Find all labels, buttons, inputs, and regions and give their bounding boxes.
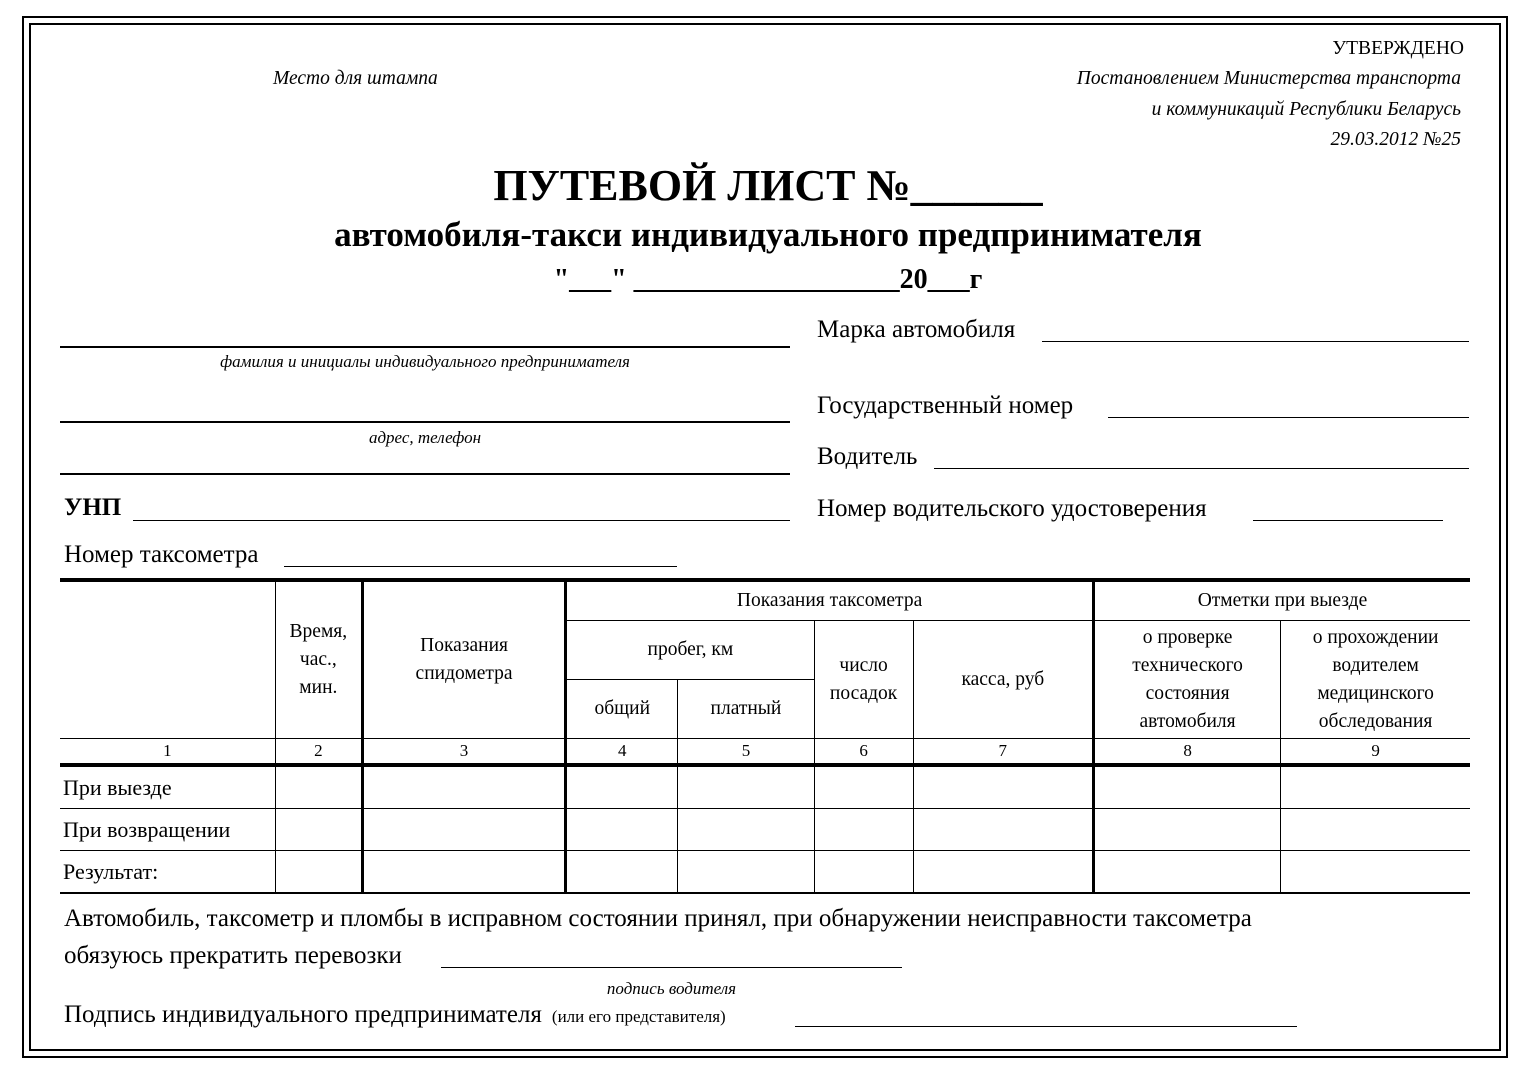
document-subtitle: автомобиля-такси индивидуального предпринимателя xyxy=(334,215,1202,254)
car-brand-field[interactable] xyxy=(1042,341,1469,342)
entrepreneur-name-line[interactable] xyxy=(60,346,790,348)
column-number: 6 xyxy=(814,739,913,766)
readings-table xyxy=(60,578,1470,894)
driver-label: Водитель xyxy=(817,443,918,470)
decree-line-2: и коммуникаций Республики Беларусь xyxy=(1151,99,1461,120)
header-boardings: число посадок xyxy=(814,621,913,739)
header-tech-check: о проверке технического состояния автомобиля xyxy=(1093,621,1280,739)
column-number: 4 xyxy=(566,739,678,766)
column-number: 8 xyxy=(1093,739,1280,766)
table-cell[interactable] xyxy=(275,809,362,851)
column-number: 1 xyxy=(60,739,275,766)
row-label-return: При возвращении xyxy=(60,809,275,851)
table-cell[interactable] xyxy=(814,809,913,851)
document-title: ПУТЕВОЙ ЛИСТ №______ xyxy=(493,161,1043,210)
document-date-line: "___" ___________________20___г xyxy=(553,264,983,295)
table-cell[interactable] xyxy=(566,851,678,894)
entrepreneur-signature-row xyxy=(64,1001,726,1029)
stamp-place-label: Место для штампа xyxy=(273,68,438,89)
table-cell[interactable] xyxy=(913,809,1093,851)
table-cell[interactable] xyxy=(678,765,814,809)
table-cell[interactable] xyxy=(678,851,814,894)
driver-signature-caption: подпись водителя xyxy=(606,979,737,998)
column-number: 2 xyxy=(275,739,362,766)
header-medical: о прохождении водителем медицинского обследования xyxy=(1281,621,1470,739)
reg-number-label: Государственный номер xyxy=(817,392,1074,419)
table-cell[interactable] xyxy=(566,765,678,809)
table-cell[interactable] xyxy=(814,765,913,809)
decree-line-1: Постановлением Министерства транспорта xyxy=(1076,68,1461,89)
table-cell[interactable] xyxy=(362,851,565,894)
license-label: Номер водительского удостоверения xyxy=(817,495,1207,522)
decree-date: 29.03.2012 №25 xyxy=(1330,129,1461,150)
header-taximeter-readings: Показания таксометра xyxy=(566,580,1094,621)
header-departure-marks: Отметки при выезде xyxy=(1093,580,1470,621)
approved-label: УТВЕРЖДЕНО xyxy=(1332,38,1464,59)
table-cell[interactable] xyxy=(913,851,1093,894)
table-cell[interactable] xyxy=(814,851,913,894)
table-cell[interactable] xyxy=(1093,765,1280,809)
table-cell[interactable] xyxy=(678,809,814,851)
header-paid: платный xyxy=(678,680,814,739)
entrepreneur-signature-label: Подпись индивидуального предпринимателя xyxy=(64,1001,542,1028)
row-label-result: Результат: xyxy=(60,851,275,894)
table-cell[interactable] xyxy=(362,809,565,851)
column-number: 7 xyxy=(913,739,1093,766)
header-total: общий xyxy=(566,680,678,739)
unp-label: УНП xyxy=(64,494,122,521)
address-line-2[interactable] xyxy=(60,473,790,475)
license-field[interactable] xyxy=(1253,520,1443,521)
header-mileage: пробег, км xyxy=(566,621,814,680)
table-cell[interactable] xyxy=(566,809,678,851)
reg-number-field[interactable] xyxy=(1108,417,1469,418)
table-cell[interactable] xyxy=(1281,765,1470,809)
header-time: Время, час., мин. xyxy=(275,580,362,739)
table-cell[interactable] xyxy=(913,765,1093,809)
taximeter-number-field[interactable] xyxy=(284,566,677,567)
header-speedometer: Показания спидометра xyxy=(362,580,565,739)
unp-field[interactable] xyxy=(133,520,790,521)
column-number: 3 xyxy=(362,739,565,766)
column-number: 9 xyxy=(1281,739,1470,766)
address-caption: адрес, телефон xyxy=(368,428,482,447)
row-label-departure: При выезде xyxy=(60,765,275,809)
driver-field[interactable] xyxy=(934,468,1469,469)
car-brand-label: Марка автомобиля xyxy=(817,316,1016,343)
statement-line-1: Автомобиль, таксометр и пломбы в исправном состоянии принял, при обнаружении неисправности таксометра xyxy=(64,905,1252,932)
column-number: 5 xyxy=(678,739,814,766)
taximeter-number-label: Номер таксометра xyxy=(64,541,259,568)
entrepreneur-name-caption: фамилия и инициалы индивидуального предпринимателя xyxy=(220,352,630,371)
driver-signature-field[interactable] xyxy=(441,967,902,968)
representative-note: (или его представителя) xyxy=(551,1007,726,1026)
table-cell[interactable] xyxy=(275,851,362,894)
table-cell[interactable] xyxy=(1093,809,1280,851)
header-cash: касса, руб xyxy=(913,621,1093,739)
address-line[interactable] xyxy=(60,421,790,423)
header-empty-cell xyxy=(60,580,275,739)
table-cell[interactable] xyxy=(275,765,362,809)
table-cell[interactable] xyxy=(1281,809,1470,851)
table-cell[interactable] xyxy=(362,765,565,809)
table-cell[interactable] xyxy=(1281,851,1470,894)
entrepreneur-signature-field[interactable] xyxy=(795,1026,1297,1027)
table-cell[interactable] xyxy=(1093,851,1280,894)
statement-line-2: обязуюсь прекратить перевозки xyxy=(64,942,402,969)
